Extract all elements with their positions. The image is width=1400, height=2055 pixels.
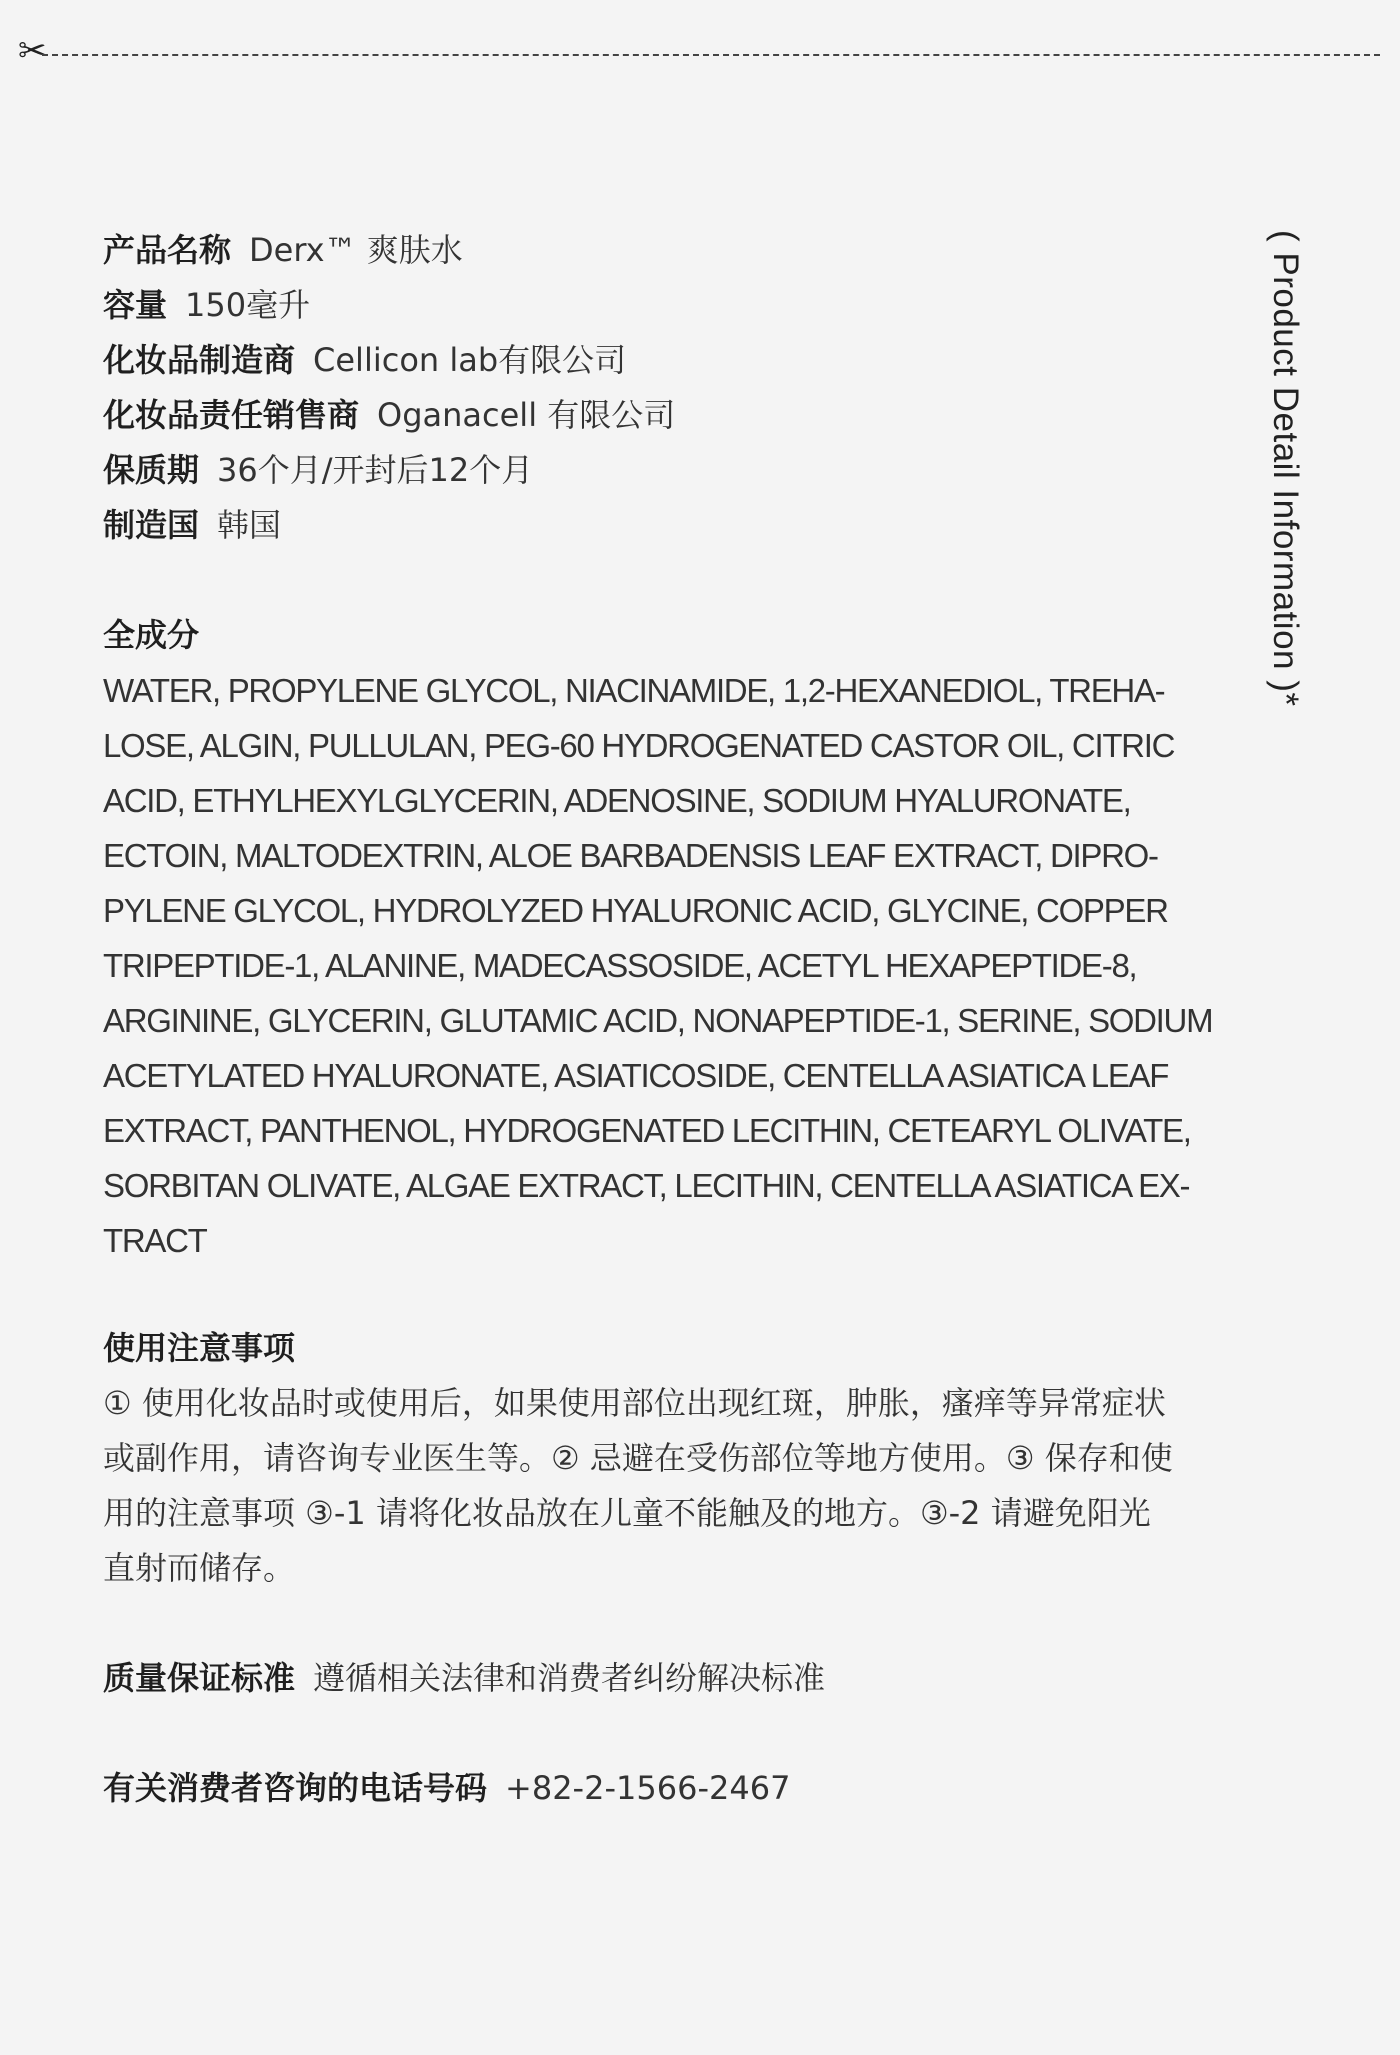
seller-value: Oganacell 有限公司 xyxy=(377,396,676,434)
precautions-line: 直射而储存。 xyxy=(103,1549,296,1587)
seller-label: 化妆品责任销售商 xyxy=(103,396,360,434)
ingredients-line: ACETYLATED HYALURONATE, ASIATICOSIDE, CENTELLA ASIATICA LEAF xyxy=(103,1057,1169,1094)
shelf-life-value: 36个月/开封后12个月 xyxy=(217,451,534,489)
ingredients-line: ACID, ETHYLHEXYLGLYCERIN, ADENOSINE, SODIUM HYALURONATE, xyxy=(103,782,1131,819)
precautions-line: 用的注意事项 ③-1 请将化妆品放在儿童不能触及的地方。③-2 请避免阳光 xyxy=(103,1494,1151,1532)
shelf-life-row xyxy=(103,443,1233,498)
product-name-label: 产品名称 xyxy=(103,231,232,269)
ingredients-line: TRACT xyxy=(103,1222,207,1259)
precautions-line: ① 使用化妆品时或使用后，如果使用部位出现红斑，肿胀，瘙痒等异常症状 xyxy=(103,1384,1166,1422)
ingredients-line: LOSE, ALGIN, PULLULAN, PEG-60 HYDROGENATED CASTOR OIL, CITRIC xyxy=(103,727,1175,764)
origin-label: 制造国 xyxy=(103,506,200,544)
product-name-value: Derx™ 爽肤水 xyxy=(249,231,463,269)
contact-phone: +82-2-1566-2467 xyxy=(505,1769,791,1807)
cut-line xyxy=(18,30,1380,80)
precautions-title: 使用注意事项 xyxy=(103,1329,296,1367)
ingredients-line: WATER, PROPYLENE GLYCOL, NIACINAMIDE, 1,2-HEXANEDIOL, TREHA- xyxy=(103,672,1165,709)
product-name-row xyxy=(103,223,1233,278)
quality-value: 遵循相关法律和消费者纠纷解决标准 xyxy=(313,1659,826,1697)
ingredients-line: PYLENE GLYCOL, HYDROLYZED HYALURONIC ACID, GLYCINE, COPPER xyxy=(103,892,1168,929)
manufacturer-row xyxy=(103,333,1233,388)
shelf-life-label: 保质期 xyxy=(103,451,200,489)
volume-row xyxy=(103,278,1233,333)
precautions-text xyxy=(103,1376,1233,1596)
contact-label: 有关消费者咨询的电话号码 xyxy=(103,1769,488,1807)
ingredients-title: 全成分 xyxy=(103,616,200,654)
ingredients-line: SORBITAN OLIVATE, ALGAE EXTRACT, LECITHIN, CENTELLA ASIATICA EX- xyxy=(103,1167,1190,1204)
manufacturer-label: 化妆品制造商 xyxy=(103,341,296,379)
origin-row xyxy=(103,498,1233,553)
side-label: ( Product Detail Information )* xyxy=(1266,230,1305,707)
ingredients-line: EXTRACT, PANTHENOL, HYDROGENATED LECITHIN, CETEARYL OLIVATE, xyxy=(103,1112,1191,1149)
precautions-line: 或副作用，请咨询专业医生等。② 忌避在受伤部位等地方使用。③ 保存和使 xyxy=(103,1439,1173,1477)
ingredients-list xyxy=(103,663,1233,1268)
quality-row xyxy=(103,1651,1233,1706)
product-detail-content xyxy=(103,223,1233,1816)
ingredients-line: TRIPEPTIDE-1, ALANINE, MADECASSOSIDE, ACETYL HEXAPEPTIDE-8, xyxy=(103,947,1137,984)
scissors-icon: ✂ xyxy=(18,31,47,71)
volume-value: 150毫升 xyxy=(185,286,311,324)
seller-row xyxy=(103,388,1233,443)
ingredients-line: ECTOIN, MALTODEXTRIN, ALOE BARBADENSIS LEAF EXTRACT, DIPRO- xyxy=(103,837,1158,874)
volume-label: 容量 xyxy=(103,286,168,324)
manufacturer-value: Cellicon lab有限公司 xyxy=(313,341,627,379)
origin-value: 韩国 xyxy=(217,506,282,544)
quality-label: 质量保证标准 xyxy=(103,1659,296,1697)
dashed-divider xyxy=(42,54,1380,56)
ingredients-line: ARGININE, GLYCERIN, GLUTAMIC ACID, NONAPEPTIDE-1, SERINE, SODIUM xyxy=(103,1002,1213,1039)
contact-row xyxy=(103,1761,1233,1816)
